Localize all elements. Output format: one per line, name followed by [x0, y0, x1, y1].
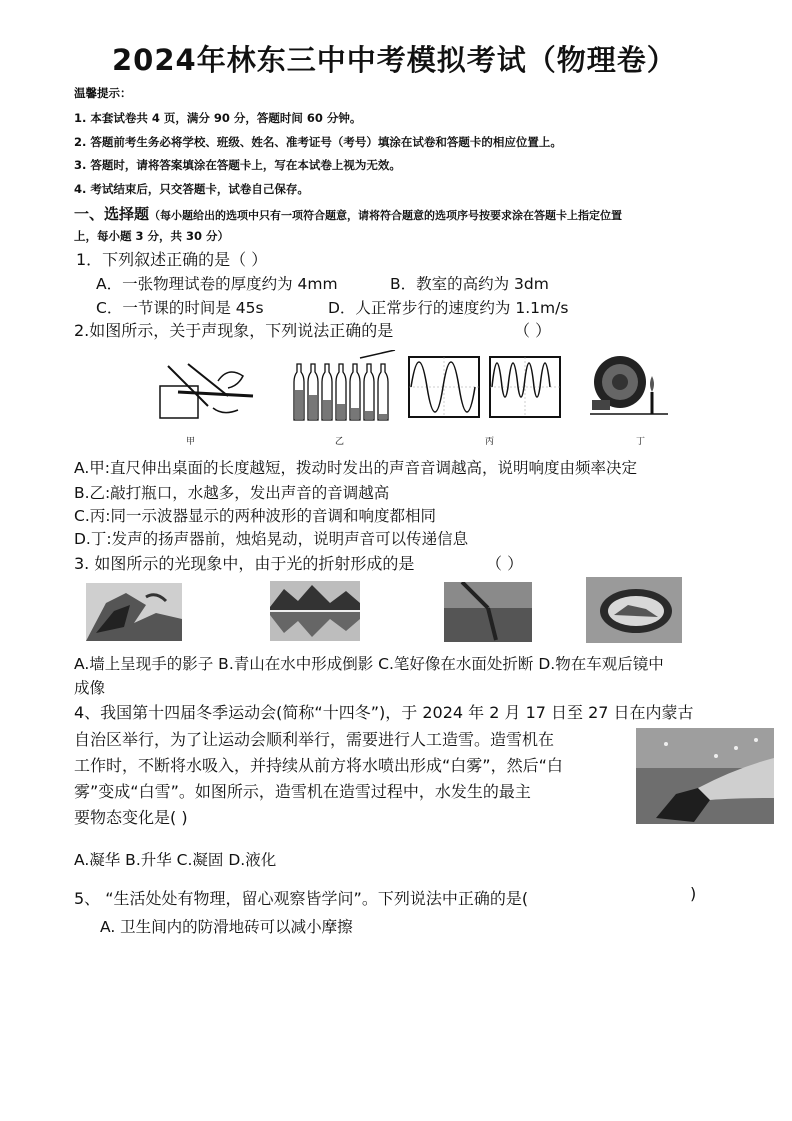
question-1-option-d: D．人正常步行的速度约为 1.1m/s [328, 299, 569, 317]
photo-bent-pencil [444, 582, 532, 642]
question-4-line: 4、我国第十四届冬季运动会(简称“十四冬”)，于 2024 年 2 月 17 日至 27 日在内蒙古 [74, 703, 694, 722]
question-1-stem: 1．下列叙述正确的是（ ） [76, 250, 268, 269]
figure-caption: 乙 [335, 437, 345, 447]
question-2-option-a: A.甲:直尺伸出桌面的长度越短，拨动时发出的声音音调越高，说明响度由频率决定 [74, 459, 637, 477]
figure-caption: 丙 [485, 437, 495, 447]
photo-hand-shadow [86, 583, 182, 641]
question-3-answer-paren: （ ） [486, 554, 524, 573]
photo-rearview-mirror [586, 577, 682, 643]
photo-mountain-reflection [270, 581, 360, 641]
notice-item: 3. 答题时，请将答案填涂在答题卡上，写在本试卷上视为无效。 [74, 158, 401, 172]
figure-oscilloscope-waves [408, 356, 562, 418]
question-2-option-d: D.丁:发声的扬声器前，烛焰晃动，说明声音可以传递信息 [74, 530, 469, 548]
notice-item: 1. 本套试卷共 4 页，满分 90 分，答题时间 60 分钟。 [74, 111, 362, 125]
section-heading [74, 203, 622, 224]
question-5-stem: 5、 “生活处处有物理，留心观察皆学问”。下列说法中正确的是( [74, 889, 529, 908]
question-4-line: 雾”变成“白雪”。如图所示，造雪机在造雪过程中，水发生的最主 [74, 782, 531, 801]
figure-speaker-candle [590, 352, 670, 418]
question-4-line: 工作时，不断将水吸入，并持续从前方将水喷出形成“白雾”，然后“白 [74, 756, 563, 775]
question-3-options-continued: 成像 [74, 679, 106, 697]
notice-item: 4. 考试结束后，只交答题卡，试卷自己保存。 [74, 182, 309, 196]
question-1-option-b: B．教室的高约为 3dm [390, 275, 549, 293]
section-note: （每小题给出的选项中只有一项符合题意，请将符合题意的选项序号按要求涂在答题卡上指定位置 [149, 209, 623, 222]
question-5-answer-paren: ) [690, 884, 697, 903]
section-label: 一、选择题 [74, 205, 150, 223]
notice-item: 2. 答题前考生务必将学校、班级、姓名、准考证号（考号）填涂在试卷和答题卡的相应位置上。 [74, 135, 562, 149]
figure-caption: 丁 [636, 437, 646, 447]
question-1-option-a: A．一张物理试卷的厚度约为 4mm [96, 275, 338, 293]
question-1-option-c: C．一节课的时间是 45s [96, 299, 264, 317]
exam-title: 2024年林东三中中考模拟考试（物理卷） [112, 43, 677, 77]
question-4-line: 自治区举行，为了让运动会顺利举行，需要进行人工造雪。造雪机在 [74, 730, 555, 749]
figure-ruler-vibration [158, 356, 258, 426]
question-3-stem: 3. 如图所示的光现象中，由于光的折射形成的是 [74, 554, 415, 573]
question-2-option-b: B.乙:敲打瓶口，水越多，发出声音的音调越高 [74, 484, 390, 502]
question-2-option-c: C.丙:同一示波器显示的两种波形的音调和响度都相同 [74, 507, 436, 525]
photo-snow-machine [636, 728, 774, 824]
notice-heading: 温馨提示： [74, 86, 132, 100]
figure-water-bottles [290, 350, 402, 422]
question-4-line: 要物态变化是( ) [74, 808, 188, 827]
section-note-continued: 上，每小题 3 分，共 30 分） [74, 229, 230, 243]
question-2-answer-paren: （ ） [514, 321, 552, 340]
question-2-stem: 2.如图所示，关于声现象，下列说法正确的是 [74, 321, 394, 340]
question-5-option-a: A. 卫生间内的防滑地砖可以减小摩擦 [100, 918, 353, 936]
question-4-options: A.凝华 B.升华 C.凝固 D.液化 [74, 851, 277, 869]
question-3-options: A.墙上呈现手的影子 B.青山在水中形成倒影 C.笔好像在水面处折断 D.物在车观后镜中 [74, 655, 664, 673]
figure-caption: 甲 [186, 437, 196, 447]
